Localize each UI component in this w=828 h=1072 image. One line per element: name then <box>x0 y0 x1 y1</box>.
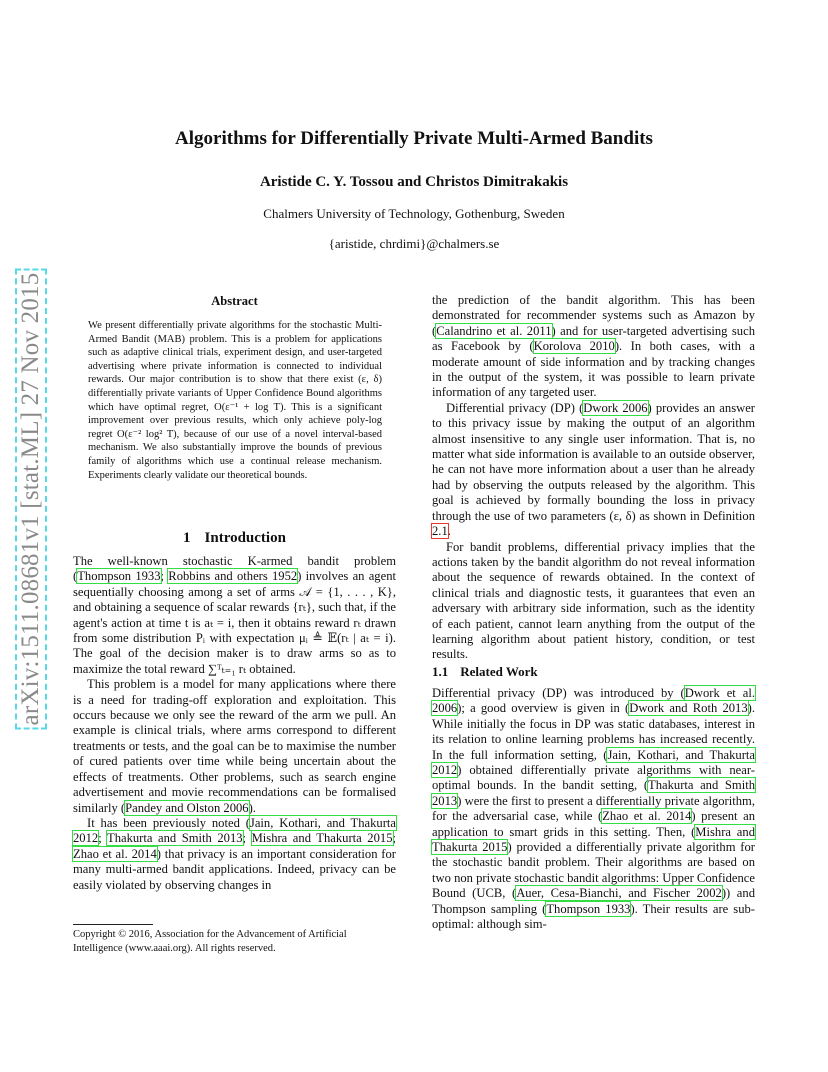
text-run: ) provides an answer to this privacy issue by making the output of an algorithm almost insensitive to any single user information. That is, no matter what side information is available to an outside observer, he can not have more information about a user than he already had by observing the outputs released by the algorithm. This goal is achieved by formally bounding the loss in privacy through the use of two parameters (ε, δ) as shown in Definition <box>432 400 755 523</box>
text-run: ) were the first to present a differentially private algorithm, for the adversarial case, while ( <box>432 793 755 824</box>
text-run: This problem is a model for many applications where there is a need for trading-off exploration and exploitation. This occurs because we only see the reward of the arm we pull. An example is clinical trials, where arms correspond to different treatments or tests, and the goal can be to maximise the number of cured patients over time while being uncertain about the effects of treatments. Other problems, such as search engine advertisement and movie recommendations can be formalised similarly ( <box>73 677 396 815</box>
text-run: ; <box>160 569 169 584</box>
citation-link[interactable]: Pandey and Olston 2006 <box>125 800 249 815</box>
text-run: It has been previously noted ( <box>87 815 250 830</box>
text-run: ); a good overview is given in ( <box>457 701 630 716</box>
abstract-heading: Abstract <box>211 294 258 308</box>
related-paragraph <box>432 686 755 933</box>
citation-link[interactable]: Thompson 1933 <box>77 569 161 584</box>
citation-link[interactable]: Dwork 2006 <box>583 400 648 415</box>
paper-title: Algorithms for Differentially Private Multi-Armed Bandits <box>175 128 653 149</box>
text-run: ; <box>242 831 252 846</box>
text-run: ). Their results are sub-optimal: although sim- <box>432 901 755 932</box>
definition-ref-link[interactable]: 2.1 <box>432 524 448 539</box>
paper-authors: Aristide C. Y. Tossou and Christos Dimitrakakis <box>259 174 569 190</box>
citation-link[interactable]: Dwork and Roth 2013 <box>629 701 748 716</box>
text-run: . <box>447 524 451 539</box>
citation-link[interactable]: Jain, Kothari, and Thakurta 2012 <box>73 815 396 846</box>
citation-link[interactable]: Thakurta and Smith 2013 <box>107 831 243 846</box>
text-run: )) and Thompson sampling ( <box>432 886 755 916</box>
text-run: ) that privacy is an important consideration for many multi-armed bandit applications. Indeed, privacy can be easily violated by observing changes in <box>73 846 396 892</box>
section-heading-introduction <box>73 530 396 547</box>
citation-link[interactable]: Robbins and others 1952 <box>168 569 298 584</box>
subsection-title: Related Work <box>460 664 538 679</box>
citation-link[interactable]: Calandrino et al. 2011 <box>436 323 552 338</box>
citation-link[interactable]: Jain, Kothari, and Thakurta 2012 <box>432 747 755 778</box>
citation-link[interactable]: Thakurta and Smith 2013 <box>432 778 755 808</box>
intro-paragraph-1 <box>73 554 396 677</box>
right-paragraph-3: For bandit problems, differential privacy implies that the actions taken by the bandit algorithm do not reveal information about the sequence of rewards obtained. In the context of clinical trials and diagnostic tests, it guarantees that even an adversary with arbitrary side information, such as the identity of each patient, cannot learn anything from the output of the learning algorithm about patient history, condition, or test results. <box>432 539 755 662</box>
related-work-body <box>432 686 755 933</box>
text-run: ) present an application to smart grids in this setting. Then, ( <box>432 809 756 839</box>
text-run: ) obtained differentially private algorithms with near-optimal bounds. In the bandit setting, ( <box>432 763 755 793</box>
copyright-footnote: Copyright © 2016, Association for the Advancement of Artificial Intelligence (www.aaai.org). All rights reserved. <box>73 929 347 954</box>
citation-link[interactable]: Zhao et al. 2014 <box>73 846 157 861</box>
text-run: ). <box>248 800 256 815</box>
subsection-number: 1.1 <box>432 664 449 679</box>
section-title: Introduction <box>204 530 286 546</box>
arxiv-stamp-text[interactable]: arXiv:1511.08681v1 [stat.ML] 27 Nov 2015 <box>17 272 44 726</box>
right-paragraph-2 <box>432 401 755 540</box>
text-run: ; <box>392 831 396 846</box>
citation-link[interactable]: Zhao et al. 2014 <box>602 809 692 824</box>
citation-link[interactable]: Mishra and Thakurta 2015 <box>432 824 755 855</box>
right-paragraph-1 <box>432 293 755 401</box>
text-run: ) and for user-targeted advertising such as Facebook by ( <box>432 323 755 354</box>
abstract-text: We present differentially private algorithms for the stochastic Multi-Armed Bandit (MAB) problem. This is a problem for applications such as adaptive clinical trials, experiment design, and user-targeted advertising where private information is connected to individual rewards. Our major contribution is to show that there exist (ε, δ) differentially private variants of Upper Confidence Bound algorithms which have optimal regret, O(ε⁻¹ + log T). This is a significant improvement over previous results, which only achieve poly-log regret O(ε⁻² log² T), because of our use of a novel interval-based mechanism. We also substantially improve the bounds of previous family of algorithms which use a continual release mechanism. Experiments clearly validate our theoretical bounds. <box>88 320 382 481</box>
introduction-body <box>73 554 396 893</box>
intro-paragraph-3 <box>73 816 396 893</box>
citation-link[interactable]: Korolova 2010 <box>533 339 615 354</box>
text-run: Differential privacy (DP) was introduced by ( <box>432 686 685 700</box>
text-run: ). In both cases, with a moderate amount of side information and by tracking changes in the output of the system, it was possible to learn private information of any targeted user. <box>432 339 756 400</box>
text-run: ) involves an agent sequentially choosing among a set of arms 𝒜 = {1, . . . , K}, and obtaining a sequence of scalar rewards {rₜ}, such that, if the agent's action at time t is aₜ = i, then it obtains reward rₜ drawn from some distribution Pᵢ with expectation μᵢ ≜ 𝔼(rₜ | aₜ = i). The goal of the decision maker is to draw arms so as to maximize the total reward ∑ᵀₜ₌₁ rₜ obtained. <box>73 569 396 676</box>
section-number: 1 <box>183 530 191 546</box>
text-run: ) provided a differentially private algorithm for the stochastic bandit problem. Their algorithms are based on two non private stochastic bandit algorithms: Upper Confidence Bound (UCB, ( <box>432 840 755 901</box>
arxiv-stamp[interactable] <box>16 245 46 753</box>
text-run: Differential privacy (DP) ( <box>446 400 584 415</box>
citation-link[interactable]: Auer, Cesa-Bianchi, and Fischer 2002 <box>516 886 722 901</box>
text-run: ). While initially the focus in DP was static databases, interest in its relation to online learning problems has increased recently. In the full information setting, ( <box>432 701 755 762</box>
text-run: The well-known stochastic K-armed bandit problem ( <box>73 554 396 584</box>
citation-link[interactable]: Mishra and Thakurta 2015 <box>251 831 393 846</box>
intro-paragraph-2 <box>73 677 396 816</box>
text-run: ; <box>98 831 107 846</box>
author-email: {aristide, chrdimi}@chalmers.se <box>328 236 500 251</box>
subsection-heading-related-work <box>432 664 755 680</box>
citation-link[interactable]: Thompson 1933 <box>546 901 631 916</box>
right-column-body <box>432 293 755 663</box>
footnote-rule <box>73 924 153 925</box>
citation-link[interactable]: Dwork et al. 2006 <box>432 686 755 716</box>
text-run: the prediction of the bandit algorithm. This has been demonstrated for recommender systems such as Amazon by ( <box>432 293 755 338</box>
author-affiliation: Chalmers University of Technology, Gothenburg, Sweden <box>263 206 565 221</box>
